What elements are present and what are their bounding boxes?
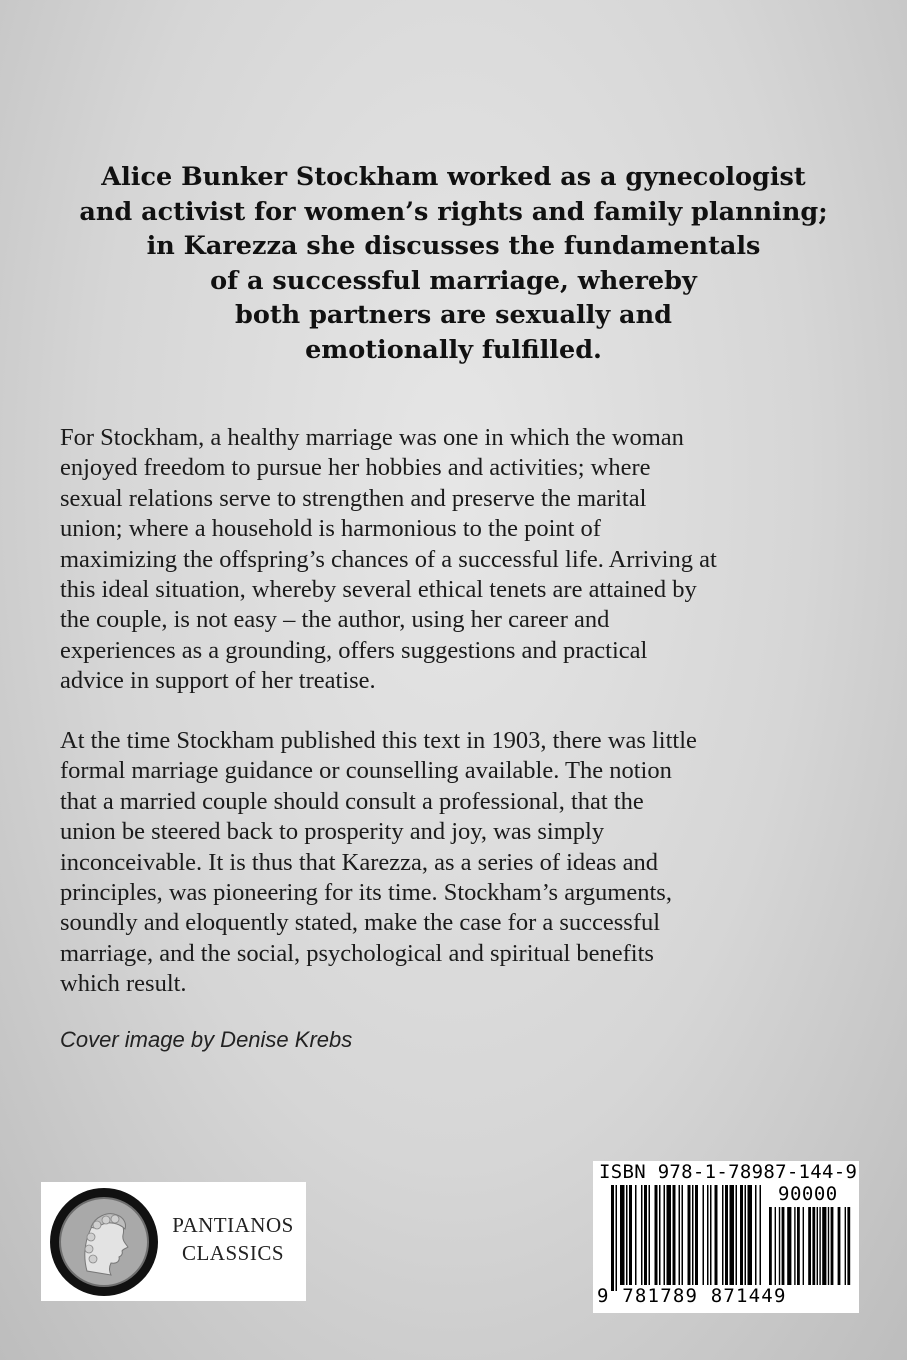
headline-line: emotionally fulfilled.	[305, 334, 602, 365]
paragraph-line: union be steered back to prosperity and joy, was simply	[60, 818, 605, 846]
paragraph-line: enjoyed freedom to pursue her hobbies and activities; where	[60, 454, 651, 482]
coin-profile-icon	[49, 1187, 159, 1297]
paragraph-line: that a married couple should consult a professional, that the	[60, 787, 644, 815]
paragraph-line: At the time Stockham published this text in 1903, there was little	[60, 727, 697, 754]
paragraph-line: which result.	[60, 970, 187, 998]
description-paragraph-2	[60, 726, 850, 1000]
cover-image-credit: Cover image by Denise Krebs	[60, 1027, 353, 1052]
paragraph-line: maximizing the offspring’s chances of a successful life. Arriving at	[60, 545, 717, 573]
paragraph-line: this ideal situation, whereby several ethical tenets are attained by	[60, 576, 697, 604]
description-paragraph-1	[60, 423, 850, 697]
paragraph-line: marriage, and the social, psychological and spiritual benefits	[60, 939, 654, 967]
headline-line: and activist for women’s rights and family planning;	[79, 196, 828, 227]
publisher-name-line-1: PANTIANOS	[172, 1213, 294, 1237]
publisher-logo-box	[41, 1182, 306, 1301]
isbn-barcode	[593, 1161, 859, 1313]
paragraph-line: formal marriage guidance or counselling available. The notion	[60, 757, 672, 785]
ean-digits: 9 781789 871449	[597, 1285, 787, 1307]
paragraph-line: principles, was pioneering for its time. Stockham’s arguments,	[60, 879, 672, 907]
headline-blurb	[40, 160, 867, 367]
paragraph-line: inconceivable. It is thus that Karezza, as a series of ideas and	[60, 848, 658, 876]
publisher-name-line-2: CLASSICS	[181, 1241, 285, 1265]
paragraph-line: the couple, is not easy – the author, using her career and	[60, 606, 610, 634]
headline-line: both partners are sexually and	[235, 300, 672, 330]
paragraph-line: union; where a household is harmonious to the point of	[60, 515, 601, 543]
paragraph-line: experiences as a grounding, offers suggestions and practical	[60, 636, 648, 664]
publisher-name	[163, 1211, 303, 1267]
paragraph-line: For Stockham, a healthy marriage was one in which the woman	[60, 424, 684, 451]
paragraph-line: sexual relations serve to strengthen and preserve the marital	[60, 484, 647, 512]
headline-line: in Karezza she discusses the fundamentals	[146, 231, 761, 261]
headline-line: of a successful marriage, whereby	[210, 265, 697, 296]
price-code: 90000	[778, 1183, 838, 1205]
headline-line: Alice Bunker Stockham worked as a gynecologist	[101, 162, 806, 192]
paragraph-line: soundly and eloquently stated, make the case for a successful	[60, 909, 661, 937]
isbn-text: ISBN 978-1-78987-144-9	[599, 1161, 858, 1183]
paragraph-line: advice in support of her treatise.	[60, 667, 376, 695]
